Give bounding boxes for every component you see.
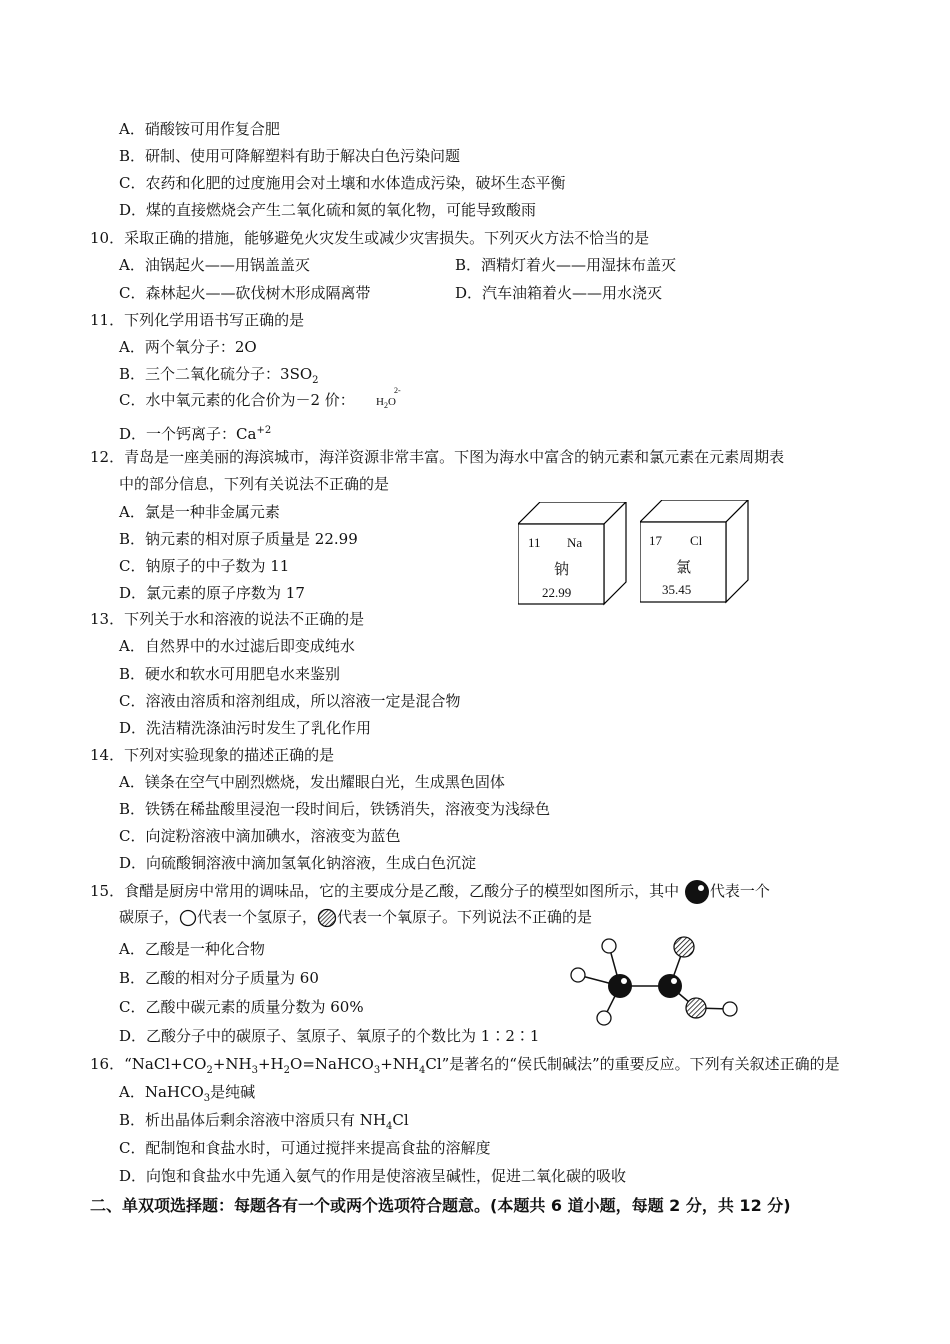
water-formula-h: H xyxy=(376,396,384,408)
q11-option-b-sub: 2 xyxy=(312,375,319,386)
acetic-acid-model xyxy=(560,930,750,1030)
q11-option-d-sup: +2 xyxy=(256,425,272,436)
q14-option-d: D．向硫酸铜溶液中滴加氢氧化钠溶液，生成白色沉淀 xyxy=(119,854,477,872)
q15-stem2-a: 碳原子， xyxy=(119,908,180,926)
q11-option-a: A．两个氧分子：2O xyxy=(119,338,257,356)
q15-option-a: A．乙酸是一种化合物 xyxy=(119,940,265,958)
q16-stem-p4: O=NaHCO xyxy=(290,1055,374,1073)
oxygen-atom-top xyxy=(674,937,694,957)
hydrogen-atom-icon xyxy=(179,909,197,927)
q16-option-a xyxy=(119,1082,255,1109)
q14-option-b: B．铁锈在稀盐酸里浸泡一段时间后，铁锈消失，溶液变为浅绿色 xyxy=(119,800,551,818)
q10-option-b: B．酒精灯着火——用湿抹布盖灭 xyxy=(455,256,677,274)
chlorine-name: 氯 xyxy=(676,560,692,576)
q10-option-a: A．油锅起火——用锅盖盖灭 xyxy=(119,256,310,274)
q10-option-c: C．森林起火——砍伐树木形成隔离带 xyxy=(119,284,371,302)
q15-stem2-c: 代表一个氧原子。下列说法不正确的是 xyxy=(337,908,593,926)
q16-stem-s4: 3 xyxy=(373,1065,381,1076)
chlorine-element-box xyxy=(640,500,752,604)
q12-stem-line1: 12．青岛是一座美丽的海滨城市，海洋资源非常丰富。下图为海水中富含的钠元素和氯元素在元素周期表 xyxy=(90,448,785,466)
sodium-name: 钠 xyxy=(554,562,570,578)
sodium-mass: 22.99 xyxy=(542,585,572,600)
q11-option-b xyxy=(119,364,319,391)
hydrogen-atom-bottom xyxy=(597,1011,611,1025)
q16-stem-s2: 3 xyxy=(251,1065,258,1076)
q16-option-d: D．向饱和食盐水中先通入氨气的作用是使溶液呈碱性，促进二氧化碳的吸收 xyxy=(119,1167,627,1185)
q10-option-d: D．汽车油箱着火——用水浇灭 xyxy=(455,284,663,302)
sodium-symbol: Na xyxy=(567,535,583,550)
q13-option-a: A．自然界中的水过滤后即变成纯水 xyxy=(119,637,355,655)
q11-option-d-text: D．一个钙离子：Ca xyxy=(119,425,257,443)
q16-stem-p6: Cl”是著名的“侯氏制碱法”的重要反应。下列有关叙述正确的是 xyxy=(425,1055,840,1073)
q13-stem: 13．下列关于水和溶液的说法不正确的是 xyxy=(90,610,365,628)
q16-stem-p5: +NH xyxy=(380,1055,419,1073)
q14-option-c: C．向淀粉溶液中滴加碘水，溶液变为蓝色 xyxy=(119,827,401,845)
q9-option-a: A．硝酸铵可用作复合肥 xyxy=(119,120,280,138)
q14-stem: 14．下列对实验现象的描述正确的是 xyxy=(90,746,335,764)
q16-option-c: C．配制饱和食盐水时，可通过搅拌来提高食盐的溶解度 xyxy=(119,1139,491,1157)
q15-option-d: D．乙酸分子中的碳原子、氢原子、氧原子的个数比为 1∶2∶1 xyxy=(119,1027,540,1045)
water-formula-sub: 2 xyxy=(383,401,388,410)
q12-option-d: D．氯元素的原子序数为 17 xyxy=(119,584,305,602)
q15-stem-line2 xyxy=(119,907,592,928)
q15-option-c: C．乙酸中碳元素的质量分数为 60% xyxy=(119,998,364,1016)
q15-option-b: B．乙酸的相对分子质量为 60 xyxy=(119,969,319,987)
q9-option-d: D．煤的直接燃烧会产生二氧化硫和氮的氧化物，可能导致酸雨 xyxy=(119,201,537,219)
q16-option-a-pre: A．NaHCO xyxy=(119,1083,204,1101)
hydrogen-atom-right xyxy=(723,1002,737,1016)
q9-option-b: B．研制、使用可降解塑料有助于解决白色污染问题 xyxy=(119,147,461,165)
q9-option-c: C．农药和化肥的过度施用会对土壤和水体造成污染，破坏生态平衡 xyxy=(119,174,566,192)
q15-stem-line1 xyxy=(90,879,770,905)
water-formula-charge: 2- xyxy=(394,386,401,395)
q11-option-d xyxy=(119,421,271,444)
oxygen-atom-icon xyxy=(317,908,337,928)
hydrogen-atom-left xyxy=(571,968,585,982)
q16-option-b-pre: B．析出晶体后剩余溶液中溶质只有 NH xyxy=(119,1111,386,1129)
q16-option-a-post: 是纯碱 xyxy=(210,1083,256,1101)
oxygen-atom-bottom xyxy=(686,998,706,1018)
q13-option-d: D．洗洁精洗涤油污时发生了乳化作用 xyxy=(119,719,372,737)
sodium-number: 11 xyxy=(528,535,541,550)
q11-stem: 11．下列化学用语书写正确的是 xyxy=(90,311,305,329)
chlorine-mass: 35.45 xyxy=(662,582,692,597)
q15-stem-post: 代表一个 xyxy=(709,882,770,900)
q16-stem-s1: 2 xyxy=(206,1065,213,1076)
q16-stem xyxy=(90,1054,840,1081)
chlorine-number: 17 xyxy=(649,533,662,548)
section-2-heading: 二、单双项选择题：每题各有一个或两个选项符合题意。(本题共 6 道小题，每题 2 分，共 12 分) xyxy=(90,1196,791,1215)
q15-stem2-b: 代表一个氢原子， xyxy=(197,908,318,926)
q16-stem-s3: 2 xyxy=(283,1065,291,1076)
q16-stem-p1: 16．“NaCl+CO xyxy=(90,1055,207,1073)
q16-option-b xyxy=(119,1110,409,1137)
q11-option-c xyxy=(119,390,355,410)
water-formula xyxy=(376,396,396,408)
carbon-atom-1 xyxy=(608,974,632,998)
q16-option-b-post: Cl xyxy=(392,1111,409,1129)
q13-option-b: B．硬水和软水可用肥皂水来鉴别 xyxy=(119,665,341,683)
q11-option-c-text: C．水中氧元素的化合价为－2 价： xyxy=(119,391,355,409)
q16-option-b-sub: 4 xyxy=(386,1121,393,1132)
q13-option-c: C．溶液由溶质和溶剂组成，所以溶液一定是混合物 xyxy=(119,692,461,710)
carbon-atom-2 xyxy=(658,974,682,998)
hydrogen-atom-top xyxy=(602,939,616,953)
q16-option-a-sub: 3 xyxy=(203,1093,211,1104)
q11-option-b-text: B．三个二氧化硫分子：3SO xyxy=(119,365,313,383)
q12-option-b: B．钠元素的相对原子质量是 22.99 xyxy=(119,530,358,548)
q12-option-c: C．钠原子的中子数为 11 xyxy=(119,557,290,575)
carbon-atom-icon xyxy=(684,879,710,905)
chlorine-symbol: Cl xyxy=(690,533,703,548)
sodium-element-box xyxy=(518,502,630,606)
q16-stem-p2: +NH xyxy=(212,1055,252,1073)
water-formula-o: O xyxy=(387,396,396,408)
q12-option-a: A．氯是一种非金属元素 xyxy=(119,503,280,521)
q10-stem: 10．采取正确的措施，能够避免火灾发生或减少灾害损失。下列灭火方法不恰当的是 xyxy=(90,229,650,247)
q14-option-a: A．镁条在空气中剧烈燃烧，发出耀眼白光，生成黑色固体 xyxy=(119,773,505,791)
q16-stem-s5: 4 xyxy=(418,1065,426,1076)
q16-stem-p3: +H xyxy=(257,1055,284,1073)
q12-stem-line2: 中的部分信息，下列有关说法不正确的是 xyxy=(119,475,390,493)
q15-stem-pre: 15．食醋是厨房中常用的调味品，它的主要成分是乙酸，乙酸分子的模型如图所示，其中 xyxy=(90,882,680,900)
